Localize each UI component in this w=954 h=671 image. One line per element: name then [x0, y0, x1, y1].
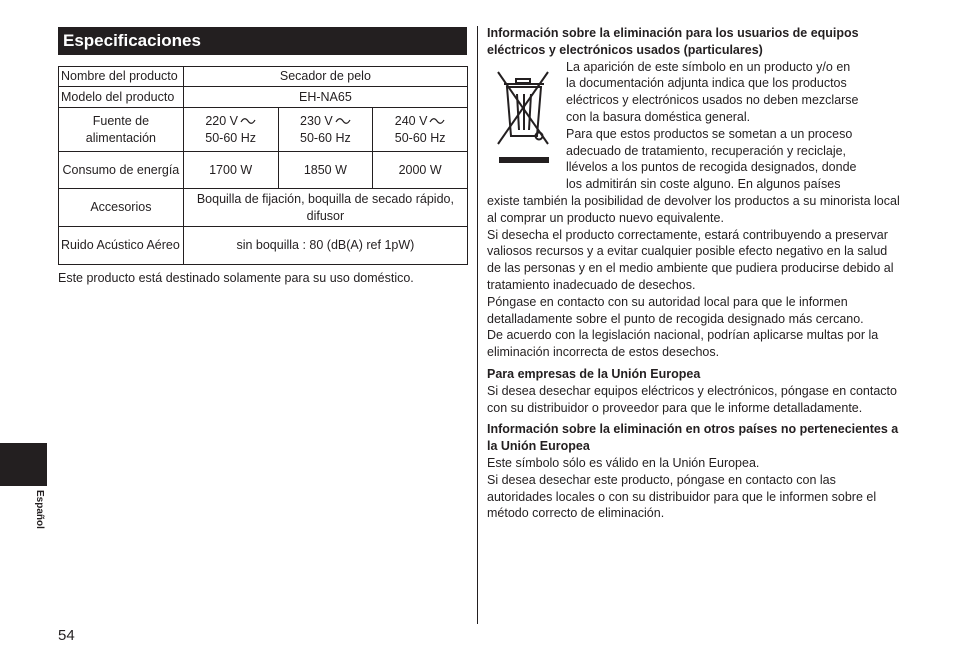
text-line: con la basura doméstica general.: [566, 109, 751, 124]
accessories-value: Boquilla de fijación, boquilla de secado rápido, difusor: [183, 189, 467, 227]
table-row: [59, 152, 468, 189]
ac-wave-icon: [335, 116, 351, 126]
section-title: Especificaciones: [58, 27, 467, 55]
table-row: [59, 189, 468, 227]
disposal-paragraph: Póngase en contacto con su autoridad local para que le informen detalladamente sobre el punto de recogida designado más cercano.: [487, 294, 864, 326]
product-name-value: Secador de pelo: [183, 67, 467, 87]
disposal-info: [487, 25, 902, 522]
page-number: 54: [58, 627, 75, 644]
non-eu-text: Si desea desechar este producto, póngase en contacto con las autoridades locales o con su distribuidor para que le informen sobre el método correcto de eliminación.: [487, 472, 877, 521]
ac-wave-icon: [429, 116, 445, 126]
spec-table: [58, 66, 468, 265]
text-line: Para que estos productos se sometan a un proceso: [566, 126, 853, 141]
ac-wave-icon: [240, 116, 256, 126]
noise-label: Ruido Acústico Aéreo: [59, 227, 184, 265]
text-line: la documentación adjunta indica que los productos: [566, 76, 847, 91]
eu-business-text: Si desea desechar equipos eléctricos y electrónicos, póngase en contacto con su distribuidor o proveedor para que le informe detalladamente.: [487, 383, 897, 415]
language-label: Español: [34, 490, 45, 529]
non-eu-text: Este símbolo sólo es válido en la Unión Europea.: [487, 455, 760, 470]
consumption-value: 1850 W: [278, 152, 373, 189]
model-label: Modelo del producto: [59, 87, 184, 108]
product-name-label: Nombre del producto: [59, 67, 184, 87]
text-line: los admitirán sin coste alguno. En algunos países: [566, 177, 841, 192]
text-line: La aparición de este símbolo en un producto y/o en: [566, 59, 851, 74]
frequency: 50-60 Hz: [300, 130, 351, 145]
disposal-heading: Información sobre la eliminación para los usuarios de equipos eléctricos y electrónicos usados (particulares): [487, 26, 859, 57]
table-row: [59, 108, 468, 152]
noise-value: sin boquilla : 80 (dB(A) ref 1pW): [183, 227, 467, 265]
disposal-paragraph: Si desecha el producto correctamente, estará contribuyendo a preservar valiosos recursos y a evitar cualquier posible efecto negativo en la salud de las personas y en el medio ambiente que pudiera producirse debido al tratamiento inadecuado de desechos.: [487, 227, 894, 292]
accessories-label: Accesorios: [59, 189, 184, 227]
power-supply-label: Fuente de alimentación: [59, 108, 184, 152]
consumption-value: 1700 W: [183, 152, 278, 189]
power-supply-cell: [183, 108, 278, 152]
voltage: 240 V: [394, 113, 428, 128]
column-divider: [477, 26, 478, 624]
text-line: llévelos a los puntos de recogida designados, donde: [566, 160, 857, 175]
model-value: EH-NA65: [183, 87, 467, 108]
text-line: eléctricos y electrónicos usados no deben mezclarse: [566, 93, 859, 108]
disposal-body-rest: existe también la posibilidad de devolver los productos a su minorista local al comprar un producto nuevo equivalente.: [487, 193, 900, 225]
consumption-label: Consumo de energía: [59, 152, 184, 189]
table-row: [59, 227, 468, 265]
non-eu-heading: Información sobre la eliminación en otros países no pertenecientes a la Unión Europea: [487, 422, 899, 454]
voltage: 230 V: [300, 113, 333, 128]
language-tab: [0, 443, 47, 486]
power-supply-cell: [373, 108, 468, 152]
frequency: 50-60 Hz: [205, 130, 257, 145]
frequency: 50-60 Hz: [394, 130, 446, 145]
text-line: adecuado de tratamiento, recuperación y reciclaje,: [566, 143, 847, 158]
domestic-use-note: Este producto está destinado solamente para su uso doméstico.: [58, 271, 414, 285]
eu-business-heading: Para empresas de la Unión Europea: [487, 366, 701, 381]
disposal-paragraph: De acuerdo con la legislación nacional, podrían aplicarse multas por la eliminación incorrecta de estos desechos.: [487, 328, 879, 360]
table-row: [59, 67, 468, 87]
voltage: 220 V: [205, 113, 238, 128]
table-row: [59, 87, 468, 108]
consumption-value: 2000 W: [373, 152, 468, 189]
power-supply-cell: [278, 108, 373, 152]
crossed-out-wheelie-bin-icon: [492, 62, 554, 164]
